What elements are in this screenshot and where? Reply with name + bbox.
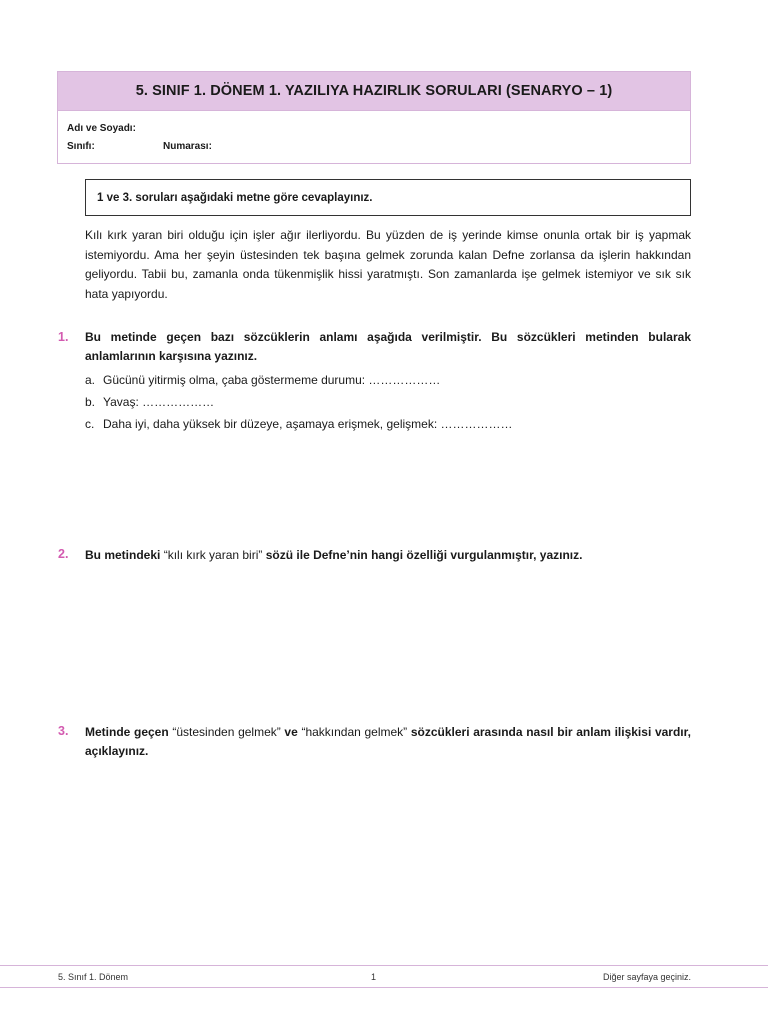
question-1-text: Bu metinde geçen bazı sözcüklerin anlamı aşağıda verilmiştir. Bu sözcükleri metinden bularak anlamlarının karşısına yazınız. <box>85 330 691 363</box>
option-label: c. <box>85 417 95 431</box>
question-1-option-c <box>85 417 512 431</box>
page-title: 5. SINIF 1. DÖNEM 1. YAZILIYA HAZIRLIK SORULARI (SENARYO – 1) <box>58 72 690 111</box>
number-label: Numarası: <box>163 141 212 152</box>
footer-divider-bottom <box>0 987 768 988</box>
footer-divider-top <box>0 965 768 966</box>
option-label: a. <box>85 373 96 387</box>
header-box <box>57 71 691 164</box>
option-text: Daha iyi, daha yüksek bir düzeye, aşamaya erişmek, gelişmek: ……………… <box>103 417 513 431</box>
question-text-part: Metinde geçen <box>85 725 169 739</box>
question-2-number: 2. <box>58 547 69 561</box>
question-text-part: Bu metindeki <box>85 548 161 562</box>
question-quote: “hakkından gelmek” <box>301 725 408 739</box>
page-number: 1 <box>371 972 377 982</box>
option-text: Gücünü yitirmiş olma, çaba göstermeme durumu: ……………… <box>103 373 441 387</box>
question-1-option-b <box>85 395 214 409</box>
question-quote: “kılı kırk yaran biri” <box>163 548 263 562</box>
footer-next-page: Diğer sayfaya geçiniz. <box>602 972 691 982</box>
question-3-text <box>85 723 691 761</box>
question-1-option-a <box>85 373 440 387</box>
instruction-box <box>85 179 691 216</box>
question-quote: “üstesinden gelmek” <box>172 725 281 739</box>
question-text-part: sözü ile Defne’nin hangi özelliği vurgulanmıştır, yazınız. <box>265 548 583 562</box>
instruction-text: 1 ve 3. soruları aşağıdaki metne göre cevaplayınız. <box>97 191 373 204</box>
footer-course: 5. Sınıf 1. Dönem <box>58 972 129 982</box>
option-text: Yavaş: ……………… <box>103 395 215 409</box>
option-label: b. <box>85 395 96 409</box>
question-text-part: ve <box>284 725 298 739</box>
question-2-text <box>85 546 691 565</box>
class-label: Sınıfı: <box>67 141 95 152</box>
name-label: Adı ve Soyadı: <box>67 123 136 134</box>
question-3-number: 3. <box>58 724 69 738</box>
reading-passage: Kılı kırk yaran biri olduğu için işler ağır ilerliyordu. Bu yüzden de iş yerinde kimse onunla ortak bir iş yapmak istemiyordu. Ama her şeyin üstesinden tek başına gelmek zorunda kalan Defne zorlansa da işlerin hakkından geliyordu. Tabii bu, zamanla onda tükenmişlik hissi yaratmıştı. Son zamanlarda işe gelmek istemiyor ve sık sık hata yapıyordu. <box>85 228 691 301</box>
question-1-number: 1. <box>58 330 69 344</box>
question-text-part: sözcükleri arasında nasıl bir anlam ilişkisi vardır, açıklayınız. <box>85 725 691 758</box>
